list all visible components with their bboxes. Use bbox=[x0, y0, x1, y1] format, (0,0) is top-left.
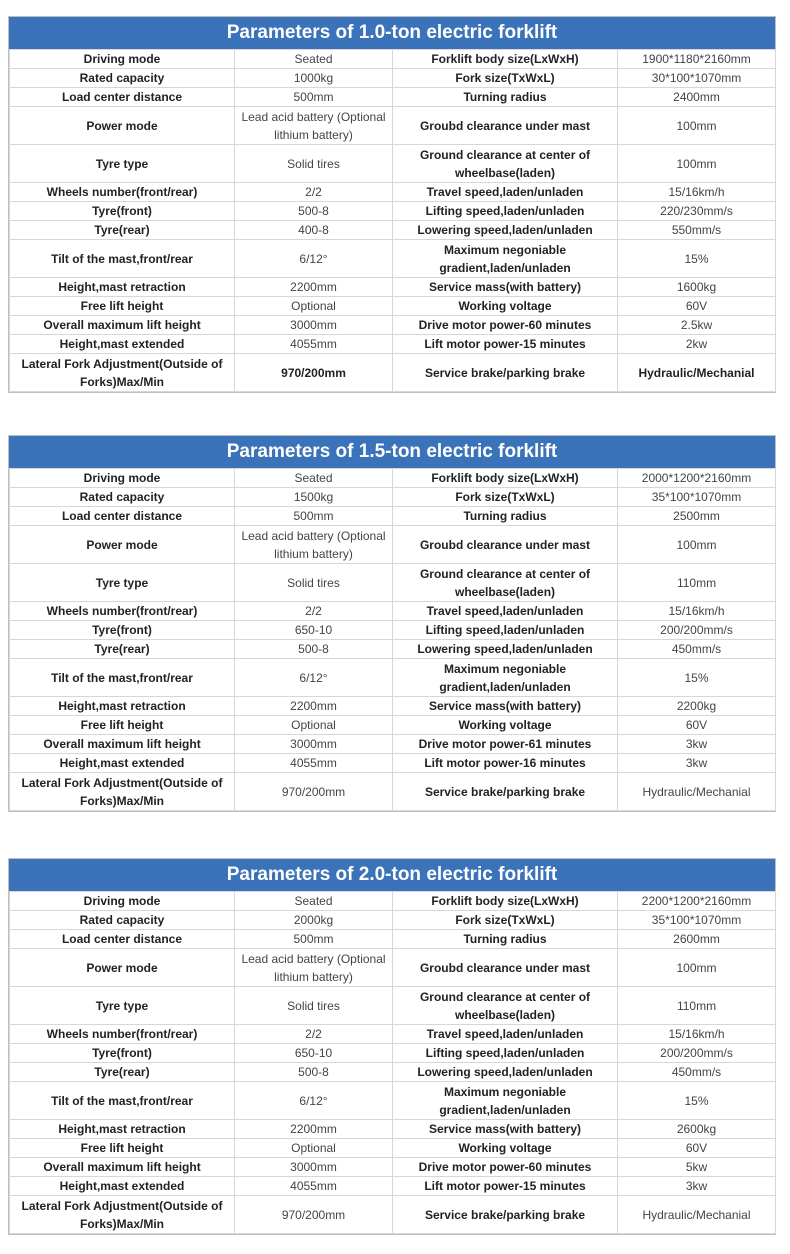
param-value: 6/12° bbox=[235, 240, 393, 278]
param-value: 2600kg bbox=[618, 1120, 776, 1139]
spec-row bbox=[10, 1044, 776, 1063]
param-value: 4055mm bbox=[235, 335, 393, 354]
param-label: Travel speed,laden/unladen bbox=[393, 602, 618, 621]
spec-row bbox=[10, 640, 776, 659]
param-label: Ground clearance at center of wheelbase(laden) bbox=[393, 564, 618, 602]
param-value: 970/200mm bbox=[235, 773, 393, 811]
param-label: Tyre(front) bbox=[10, 202, 235, 221]
param-value: 15/16km/h bbox=[618, 183, 776, 202]
spec-table-1 bbox=[8, 16, 776, 393]
param-label: Load center distance bbox=[10, 88, 235, 107]
param-value: 2200mm bbox=[235, 697, 393, 716]
param-label: Overall maximum lift height bbox=[10, 316, 235, 335]
param-value: 2200*1200*2160mm bbox=[618, 892, 776, 911]
param-value: 35*100*1070mm bbox=[618, 488, 776, 507]
param-value: Lead acid battery (Optional lithium battery) bbox=[235, 949, 393, 987]
param-value: 15% bbox=[618, 1082, 776, 1120]
param-label: Lift motor power-15 minutes bbox=[393, 1177, 618, 1196]
param-value: 2kw bbox=[618, 335, 776, 354]
param-value: 5kw bbox=[618, 1158, 776, 1177]
param-value: Lead acid battery (Optional lithium battery) bbox=[235, 526, 393, 564]
param-label: Tyre type bbox=[10, 145, 235, 183]
param-value: 15/16km/h bbox=[618, 1025, 776, 1044]
param-label: Fork size(TxWxL) bbox=[393, 69, 618, 88]
param-value: 220/230mm/s bbox=[618, 202, 776, 221]
param-label: Wheels number(front/rear) bbox=[10, 1025, 235, 1044]
param-value: 110mm bbox=[618, 987, 776, 1025]
param-label: Tyre(front) bbox=[10, 1044, 235, 1063]
param-value: 3kw bbox=[618, 1177, 776, 1196]
param-value: 3000mm bbox=[235, 735, 393, 754]
param-label: Lifting speed,laden/unladen bbox=[393, 621, 618, 640]
param-label: Maximum negoniable gradient,laden/unladen bbox=[393, 1082, 618, 1120]
param-label: Rated capacity bbox=[10, 911, 235, 930]
param-label: Turning radius bbox=[393, 930, 618, 949]
spec-row bbox=[10, 911, 776, 930]
param-label: Drive motor power-61 minutes bbox=[393, 735, 618, 754]
spec-row bbox=[10, 240, 776, 278]
spec-row bbox=[10, 1063, 776, 1082]
param-value: 200/200mm/s bbox=[618, 1044, 776, 1063]
param-value: 4055mm bbox=[235, 1177, 393, 1196]
param-label: Groubd clearance under mast bbox=[393, 107, 618, 145]
param-value: Optional bbox=[235, 1139, 393, 1158]
spec-row bbox=[10, 507, 776, 526]
spec-row bbox=[10, 1177, 776, 1196]
param-value: 500mm bbox=[235, 507, 393, 526]
param-label: Lift motor power-16 minutes bbox=[393, 754, 618, 773]
param-label: Driving mode bbox=[10, 892, 235, 911]
param-value: 1000kg bbox=[235, 69, 393, 88]
spec-row bbox=[10, 183, 776, 202]
spec-row bbox=[10, 469, 776, 488]
param-value: 15% bbox=[618, 240, 776, 278]
spec-row bbox=[10, 773, 776, 811]
spec-table-title: Parameters of 2.0-ton electric forklift bbox=[9, 859, 775, 891]
spec-row bbox=[10, 735, 776, 754]
param-label: Lift motor power-15 minutes bbox=[393, 335, 618, 354]
spec-row bbox=[10, 488, 776, 507]
spec-row bbox=[10, 354, 776, 392]
param-label: Lateral Fork Adjustment(Outside of Forks)Max/Min bbox=[10, 354, 235, 392]
param-label: Free lift height bbox=[10, 716, 235, 735]
param-label: Power mode bbox=[10, 107, 235, 145]
spec-row bbox=[10, 278, 776, 297]
param-label: Service mass(with battery) bbox=[393, 1120, 618, 1139]
param-label: Wheels number(front/rear) bbox=[10, 602, 235, 621]
param-value: 6/12° bbox=[235, 1082, 393, 1120]
spec-table-title: Parameters of 1.0-ton electric forklift bbox=[9, 17, 775, 49]
spec-row bbox=[10, 1082, 776, 1120]
spec-row bbox=[10, 88, 776, 107]
param-value: 2000*1200*2160mm bbox=[618, 469, 776, 488]
param-label: Driving mode bbox=[10, 50, 235, 69]
param-label: Load center distance bbox=[10, 930, 235, 949]
param-label: Height,mast extended bbox=[10, 754, 235, 773]
param-label: Turning radius bbox=[393, 88, 618, 107]
spec-row bbox=[10, 107, 776, 145]
spec-row bbox=[10, 697, 776, 716]
spec-grid bbox=[9, 49, 776, 392]
spec-row bbox=[10, 50, 776, 69]
param-label: Tyre(front) bbox=[10, 621, 235, 640]
param-label: Travel speed,laden/unladen bbox=[393, 183, 618, 202]
param-label: Tilt of the mast,front/rear bbox=[10, 1082, 235, 1120]
param-label: Rated capacity bbox=[10, 69, 235, 88]
param-value: 100mm bbox=[618, 526, 776, 564]
param-value: 60V bbox=[618, 716, 776, 735]
param-label: Working voltage bbox=[393, 716, 618, 735]
param-label: Driving mode bbox=[10, 469, 235, 488]
param-label: Working voltage bbox=[393, 1139, 618, 1158]
param-value: 3000mm bbox=[235, 316, 393, 335]
spec-row bbox=[10, 1158, 776, 1177]
param-label: Tilt of the mast,front/rear bbox=[10, 659, 235, 697]
param-label: Tilt of the mast,front/rear bbox=[10, 240, 235, 278]
param-value: 1900*1180*2160mm bbox=[618, 50, 776, 69]
param-value: 60V bbox=[618, 297, 776, 316]
param-value: 650-10 bbox=[235, 1044, 393, 1063]
spec-grid bbox=[9, 468, 776, 811]
spec-row bbox=[10, 1025, 776, 1044]
spec-row bbox=[10, 221, 776, 240]
spec-row bbox=[10, 892, 776, 911]
param-label: Fork size(TxWxL) bbox=[393, 911, 618, 930]
param-label: Groubd clearance under mast bbox=[393, 526, 618, 564]
param-value: 2600mm bbox=[618, 930, 776, 949]
param-value: 15/16km/h bbox=[618, 602, 776, 621]
param-label: Height,mast extended bbox=[10, 335, 235, 354]
param-value: 30*100*1070mm bbox=[618, 69, 776, 88]
param-value: Optional bbox=[235, 297, 393, 316]
spec-row bbox=[10, 297, 776, 316]
spec-row bbox=[10, 69, 776, 88]
param-label: Fork size(TxWxL) bbox=[393, 488, 618, 507]
spec-table-title: Parameters of 1.5-ton electric forklift bbox=[9, 436, 775, 468]
param-label: Height,mast extended bbox=[10, 1177, 235, 1196]
param-value: 970/200mm bbox=[235, 1196, 393, 1234]
param-value: 500-8 bbox=[235, 1063, 393, 1082]
param-label: Forklift body size(LxWxH) bbox=[393, 469, 618, 488]
param-value: 550mm/s bbox=[618, 221, 776, 240]
param-value: 100mm bbox=[618, 145, 776, 183]
param-value: Solid tires bbox=[235, 987, 393, 1025]
param-value: Hydraulic/Mechanial bbox=[618, 773, 776, 811]
param-value: 2400mm bbox=[618, 88, 776, 107]
param-label: Tyre type bbox=[10, 987, 235, 1025]
param-label: Tyre(rear) bbox=[10, 1063, 235, 1082]
param-label: Height,mast retraction bbox=[10, 278, 235, 297]
param-value: 3000mm bbox=[235, 1158, 393, 1177]
param-value: 3kw bbox=[618, 735, 776, 754]
param-value: 2000kg bbox=[235, 911, 393, 930]
param-value: 2200mm bbox=[235, 278, 393, 297]
param-value: 1600kg bbox=[618, 278, 776, 297]
param-value: Seated bbox=[235, 892, 393, 911]
param-value: 4055mm bbox=[235, 754, 393, 773]
param-label: Service mass(with battery) bbox=[393, 278, 618, 297]
param-label: Service brake/parking brake bbox=[393, 773, 618, 811]
spec-row bbox=[10, 754, 776, 773]
param-value: 2200kg bbox=[618, 697, 776, 716]
param-value: 60V bbox=[618, 1139, 776, 1158]
param-label: Ground clearance at center of wheelbase(laden) bbox=[393, 987, 618, 1025]
param-label: Free lift height bbox=[10, 297, 235, 316]
spec-table-3 bbox=[8, 858, 776, 1235]
param-value: 15% bbox=[618, 659, 776, 697]
spec-row bbox=[10, 1120, 776, 1139]
param-label: Tyre(rear) bbox=[10, 640, 235, 659]
spec-row bbox=[10, 930, 776, 949]
spec-row bbox=[10, 335, 776, 354]
param-label: Lateral Fork Adjustment(Outside of Forks)Max/Min bbox=[10, 773, 235, 811]
spec-rows bbox=[10, 469, 776, 811]
spec-rows bbox=[10, 892, 776, 1234]
param-label: Lifting speed,laden/unladen bbox=[393, 1044, 618, 1063]
param-label: Power mode bbox=[10, 526, 235, 564]
param-value: Seated bbox=[235, 50, 393, 69]
param-label: Forklift body size(LxWxH) bbox=[393, 892, 618, 911]
param-label: Lifting speed,laden/unladen bbox=[393, 202, 618, 221]
param-value: 500mm bbox=[235, 88, 393, 107]
param-value: 500-8 bbox=[235, 640, 393, 659]
param-value: 2/2 bbox=[235, 1025, 393, 1044]
param-label: Rated capacity bbox=[10, 488, 235, 507]
param-value: 35*100*1070mm bbox=[618, 911, 776, 930]
param-label: Service brake/parking brake bbox=[393, 354, 618, 392]
param-label: Turning radius bbox=[393, 507, 618, 526]
param-value: Solid tires bbox=[235, 145, 393, 183]
param-value: Lead acid battery (Optional lithium battery) bbox=[235, 107, 393, 145]
param-value: 110mm bbox=[618, 564, 776, 602]
spec-row bbox=[10, 621, 776, 640]
spec-row bbox=[10, 145, 776, 183]
param-value: 3kw bbox=[618, 754, 776, 773]
param-label: Power mode bbox=[10, 949, 235, 987]
spec-row bbox=[10, 316, 776, 335]
spec-table-2 bbox=[8, 435, 776, 812]
param-label: Height,mast retraction bbox=[10, 1120, 235, 1139]
spec-rows bbox=[10, 50, 776, 392]
param-value: 100mm bbox=[618, 949, 776, 987]
param-label: Service mass(with battery) bbox=[393, 697, 618, 716]
param-value: 2/2 bbox=[235, 183, 393, 202]
spec-row bbox=[10, 202, 776, 221]
spec-row bbox=[10, 602, 776, 621]
param-value: 6/12° bbox=[235, 659, 393, 697]
param-label: Forklift body size(LxWxH) bbox=[393, 50, 618, 69]
spec-row bbox=[10, 1139, 776, 1158]
param-value: 2/2 bbox=[235, 602, 393, 621]
param-value: 650-10 bbox=[235, 621, 393, 640]
param-label: Tyre type bbox=[10, 564, 235, 602]
param-label: Lowering speed,laden/unladen bbox=[393, 640, 618, 659]
param-label: Groubd clearance under mast bbox=[393, 949, 618, 987]
spec-grid bbox=[9, 891, 776, 1234]
param-label: Travel speed,laden/unladen bbox=[393, 1025, 618, 1044]
param-label: Overall maximum lift height bbox=[10, 735, 235, 754]
param-value: 100mm bbox=[618, 107, 776, 145]
param-value: 500mm bbox=[235, 930, 393, 949]
param-label: Load center distance bbox=[10, 507, 235, 526]
param-label: Lowering speed,laden/unladen bbox=[393, 221, 618, 240]
param-label: Ground clearance at center of wheelbase(laden) bbox=[393, 145, 618, 183]
param-value: 500-8 bbox=[235, 202, 393, 221]
param-value: 400-8 bbox=[235, 221, 393, 240]
param-value: 970/200mm bbox=[235, 354, 393, 392]
param-label: Working voltage bbox=[393, 297, 618, 316]
param-value: Optional bbox=[235, 716, 393, 735]
param-label: Drive motor power-60 minutes bbox=[393, 316, 618, 335]
param-value: Hydraulic/Mechanial bbox=[618, 1196, 776, 1234]
param-value: 450mm/s bbox=[618, 640, 776, 659]
param-label: Free lift height bbox=[10, 1139, 235, 1158]
param-label: Maximum negoniable gradient,laden/unladen bbox=[393, 240, 618, 278]
spec-row bbox=[10, 526, 776, 564]
param-value: 450mm/s bbox=[618, 1063, 776, 1082]
spec-row bbox=[10, 564, 776, 602]
param-value: Hydraulic/Mechanial bbox=[618, 354, 776, 392]
param-value: 2200mm bbox=[235, 1120, 393, 1139]
param-label: Lowering speed,laden/unladen bbox=[393, 1063, 618, 1082]
param-value: 200/200mm/s bbox=[618, 621, 776, 640]
spec-row bbox=[10, 659, 776, 697]
param-value: 2.5kw bbox=[618, 316, 776, 335]
param-label: Tyre(rear) bbox=[10, 221, 235, 240]
param-value: 1500kg bbox=[235, 488, 393, 507]
param-value: Seated bbox=[235, 469, 393, 488]
spec-row bbox=[10, 1196, 776, 1234]
param-label: Wheels number(front/rear) bbox=[10, 183, 235, 202]
param-label: Maximum negoniable gradient,laden/unladen bbox=[393, 659, 618, 697]
param-label: Height,mast retraction bbox=[10, 697, 235, 716]
spec-row bbox=[10, 716, 776, 735]
param-label: Overall maximum lift height bbox=[10, 1158, 235, 1177]
param-value: 2500mm bbox=[618, 507, 776, 526]
param-label: Service brake/parking brake bbox=[393, 1196, 618, 1234]
param-label: Lateral Fork Adjustment(Outside of Forks)Max/Min bbox=[10, 1196, 235, 1234]
spec-row bbox=[10, 949, 776, 987]
spec-row bbox=[10, 987, 776, 1025]
param-value: Solid tires bbox=[235, 564, 393, 602]
param-label: Drive motor power-60 minutes bbox=[393, 1158, 618, 1177]
